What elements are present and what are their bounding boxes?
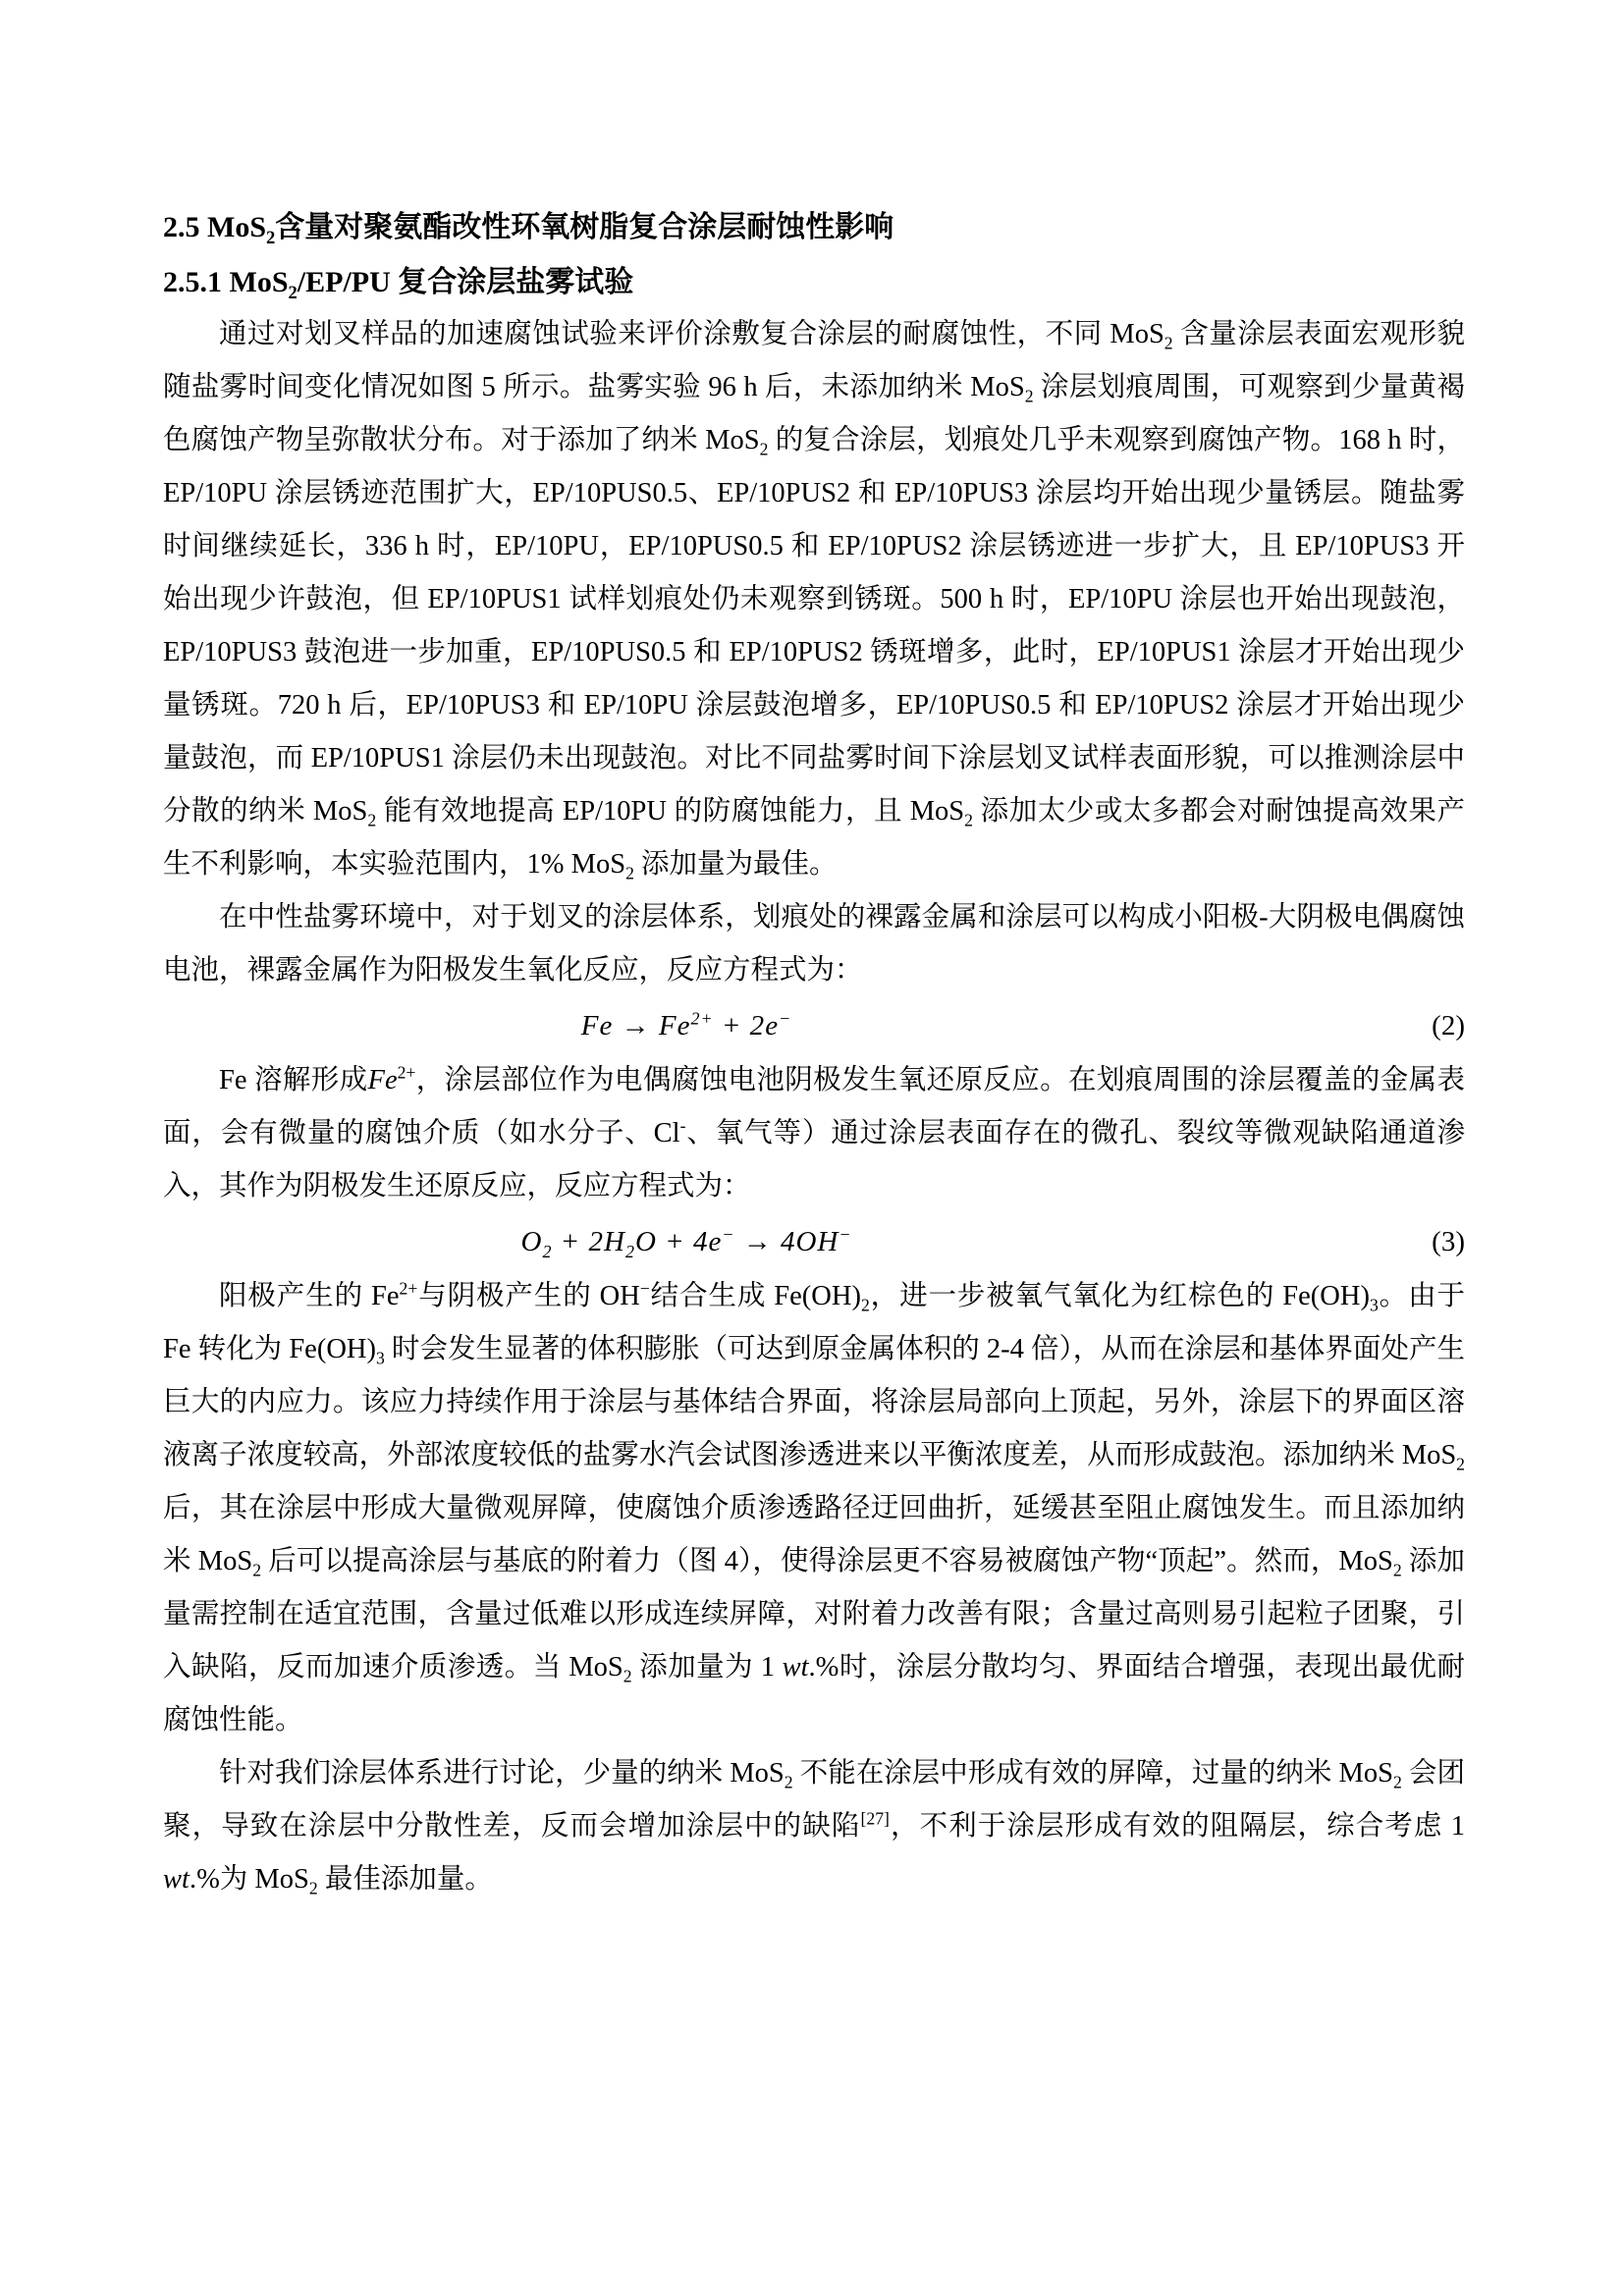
equation-3-number: (3) bbox=[1432, 1226, 1465, 1257]
paragraph-salt-spray-results: 通过对划叉样品的加速腐蚀试验来评价涂敷复合涂层的耐腐蚀性，不同 MoS$_2$ 含量涂层表面宏观形貌随盐雾时间变化情况如图 5 所示。盐雾实验 96 h 后，未添加纳米 MoS$_2$ 涂层划痕周围，可观察到少量黄褐色腐蚀产物呈弥散状分布。对于添加了纳米 MoS$_2$ 的复合涂层，划痕处几乎未观察到腐蚀产物。168 h 时，EP/10PU 涂层锈迹范围扩大，EP/10PUS0.5、EP/10PUS2 和 EP/10PUS3 涂层均开始出现少量锈层。随盐雾时间继续延长，336 h 时，EP/10PU，EP/10PUS0.5 和 EP/10PUS2 涂层锈迹进一步扩大，且 EP/10PUS3 开始出现少许鼓泡，但 EP/10PUS1 试样划痕处仍未观察到锈斑。500 h 时，EP/10PU 涂层也开始出现鼓泡，EP/10PUS3 鼓泡进一步加重，EP/10PUS0.5 和 EP/10PUS2 锈斑增多，此时，EP/10PUS1 涂层才开始出现少量锈斑。720 h 后，EP/10PUS3 和 EP/10PU 涂层鼓泡增多，EP/10PUS0.5 和 EP/10PUS2 涂层才开始出现少量鼓泡，而 EP/10PUS1 涂层仍未出现鼓泡。对比不同盐雾时间下涂层划叉试样表面形貌，可以推测涂层中分散的纳米 MoS$_2$ 能有效地提高 EP/10PU 的防腐蚀能力，且 MoS$_2$ 添加太少或太多都会对耐蚀提高效果产生不利影响，本实验范围内，1% MoS$_2$ 添加量为最佳。 bbox=[163, 319, 1465, 883]
paragraph-galvanic-cell-intro: 在中性盐雾环境中，对于划叉的涂层体系，划痕处的裸露金属和涂层可以构成小阳极-大阴极电偶腐蚀电池，裸露金属作为阳极发生氧化反应，反应方程式为： bbox=[163, 902, 1465, 986]
equation-2 bbox=[163, 997, 1465, 1054]
equation-3-formula: $O_2 + 2H_2O + 4e^- \to 4OH^-$ bbox=[520, 1224, 852, 1261]
paragraph-cathodic-reaction: Fe 溶解形成$Fe^{2+}$，涂层部位作为电偶腐蚀电池阴极发生氧还原反应。在划痕周围的涂层覆盖的金属表面，会有微量的腐蚀介质（如水分子、Cl-、氧气等）通过涂层表面存在的微孔、裂纹等微观缺陷通道渗入，其作为阴极发生还原反应，反应方程式为： bbox=[163, 1062, 1465, 1201]
equation-2-formula: $Fe \to Fe^{2+} + 2e^-$ bbox=[580, 1008, 792, 1041]
equation-2-number: (2) bbox=[1432, 1010, 1465, 1041]
section-heading: 2.5 MoS$_2$含量对聚氨酯改性环氧树脂复合涂层耐蚀性影响 bbox=[163, 211, 894, 248]
subsection-heading: 2.5.1 MoS$_2$/EP/PU 复合涂层盐雾试验 bbox=[163, 266, 634, 303]
equation-3 bbox=[163, 1213, 1465, 1270]
page-content bbox=[163, 208, 1465, 1906]
paragraph-discussion-conclusion: 针对我们涂层体系进行讨论，少量的纳米 MoS$_2$ 不能在涂层中形成有效的屏障，过量的纳米 MoS$_2$ 会团聚，导致在涂层中分散性差，反而会增加涂层中的缺陷[27]，不利于涂层形成有效的阻隔层，综合考虑 1 wt.%为 MoS$_2$ 最佳添加量。 bbox=[163, 1758, 1465, 1898]
paragraph-corrosion-mechanism: 阳极产生的 $Fe^{2+}$与阴极产生的 OH−结合生成 $Fe(OH)_2$，进一步被氧气氧化为红棕色的 $Fe(OH)_3$。由于 Fe 转化为 $Fe(OH)_3$ 时会发生显著的体积膨胀（可达到原金属体积的 2-4 倍），从而在涂层和基体界面处产生巨大的内应力。该应力持续作用于涂层与基体结合界面，将涂层局部向上顶起，另外，涂层下的界面区溶液离子浓度较高，外部浓度较低的盐雾水汽会试图渗透进来以平衡浓度差，从而形成鼓泡。添加纳米 MoS$_2$ 后，其在涂层中形成大量微观屏障，使腐蚀介质渗透路径迂回曲折，延缓甚至阻止腐蚀发生。而且添加纳米 MoS$_2$ 后可以提高涂层与基底的附着力（图 4），使得涂层更不容易被腐蚀产物“顶起”。然而，MoS$_2$ 添加量需控制在适宜范围，含量过低难以形成连续屏障，对附着力改善有限；含量过高则易引起粒子团聚，引入缺陷，反而加速介质渗透。当 MoS$_2$ 添加量为 1 wt.%时，涂层分散均匀、界面结合增强，表现出最优耐腐蚀性能。 bbox=[163, 1278, 1465, 1735]
